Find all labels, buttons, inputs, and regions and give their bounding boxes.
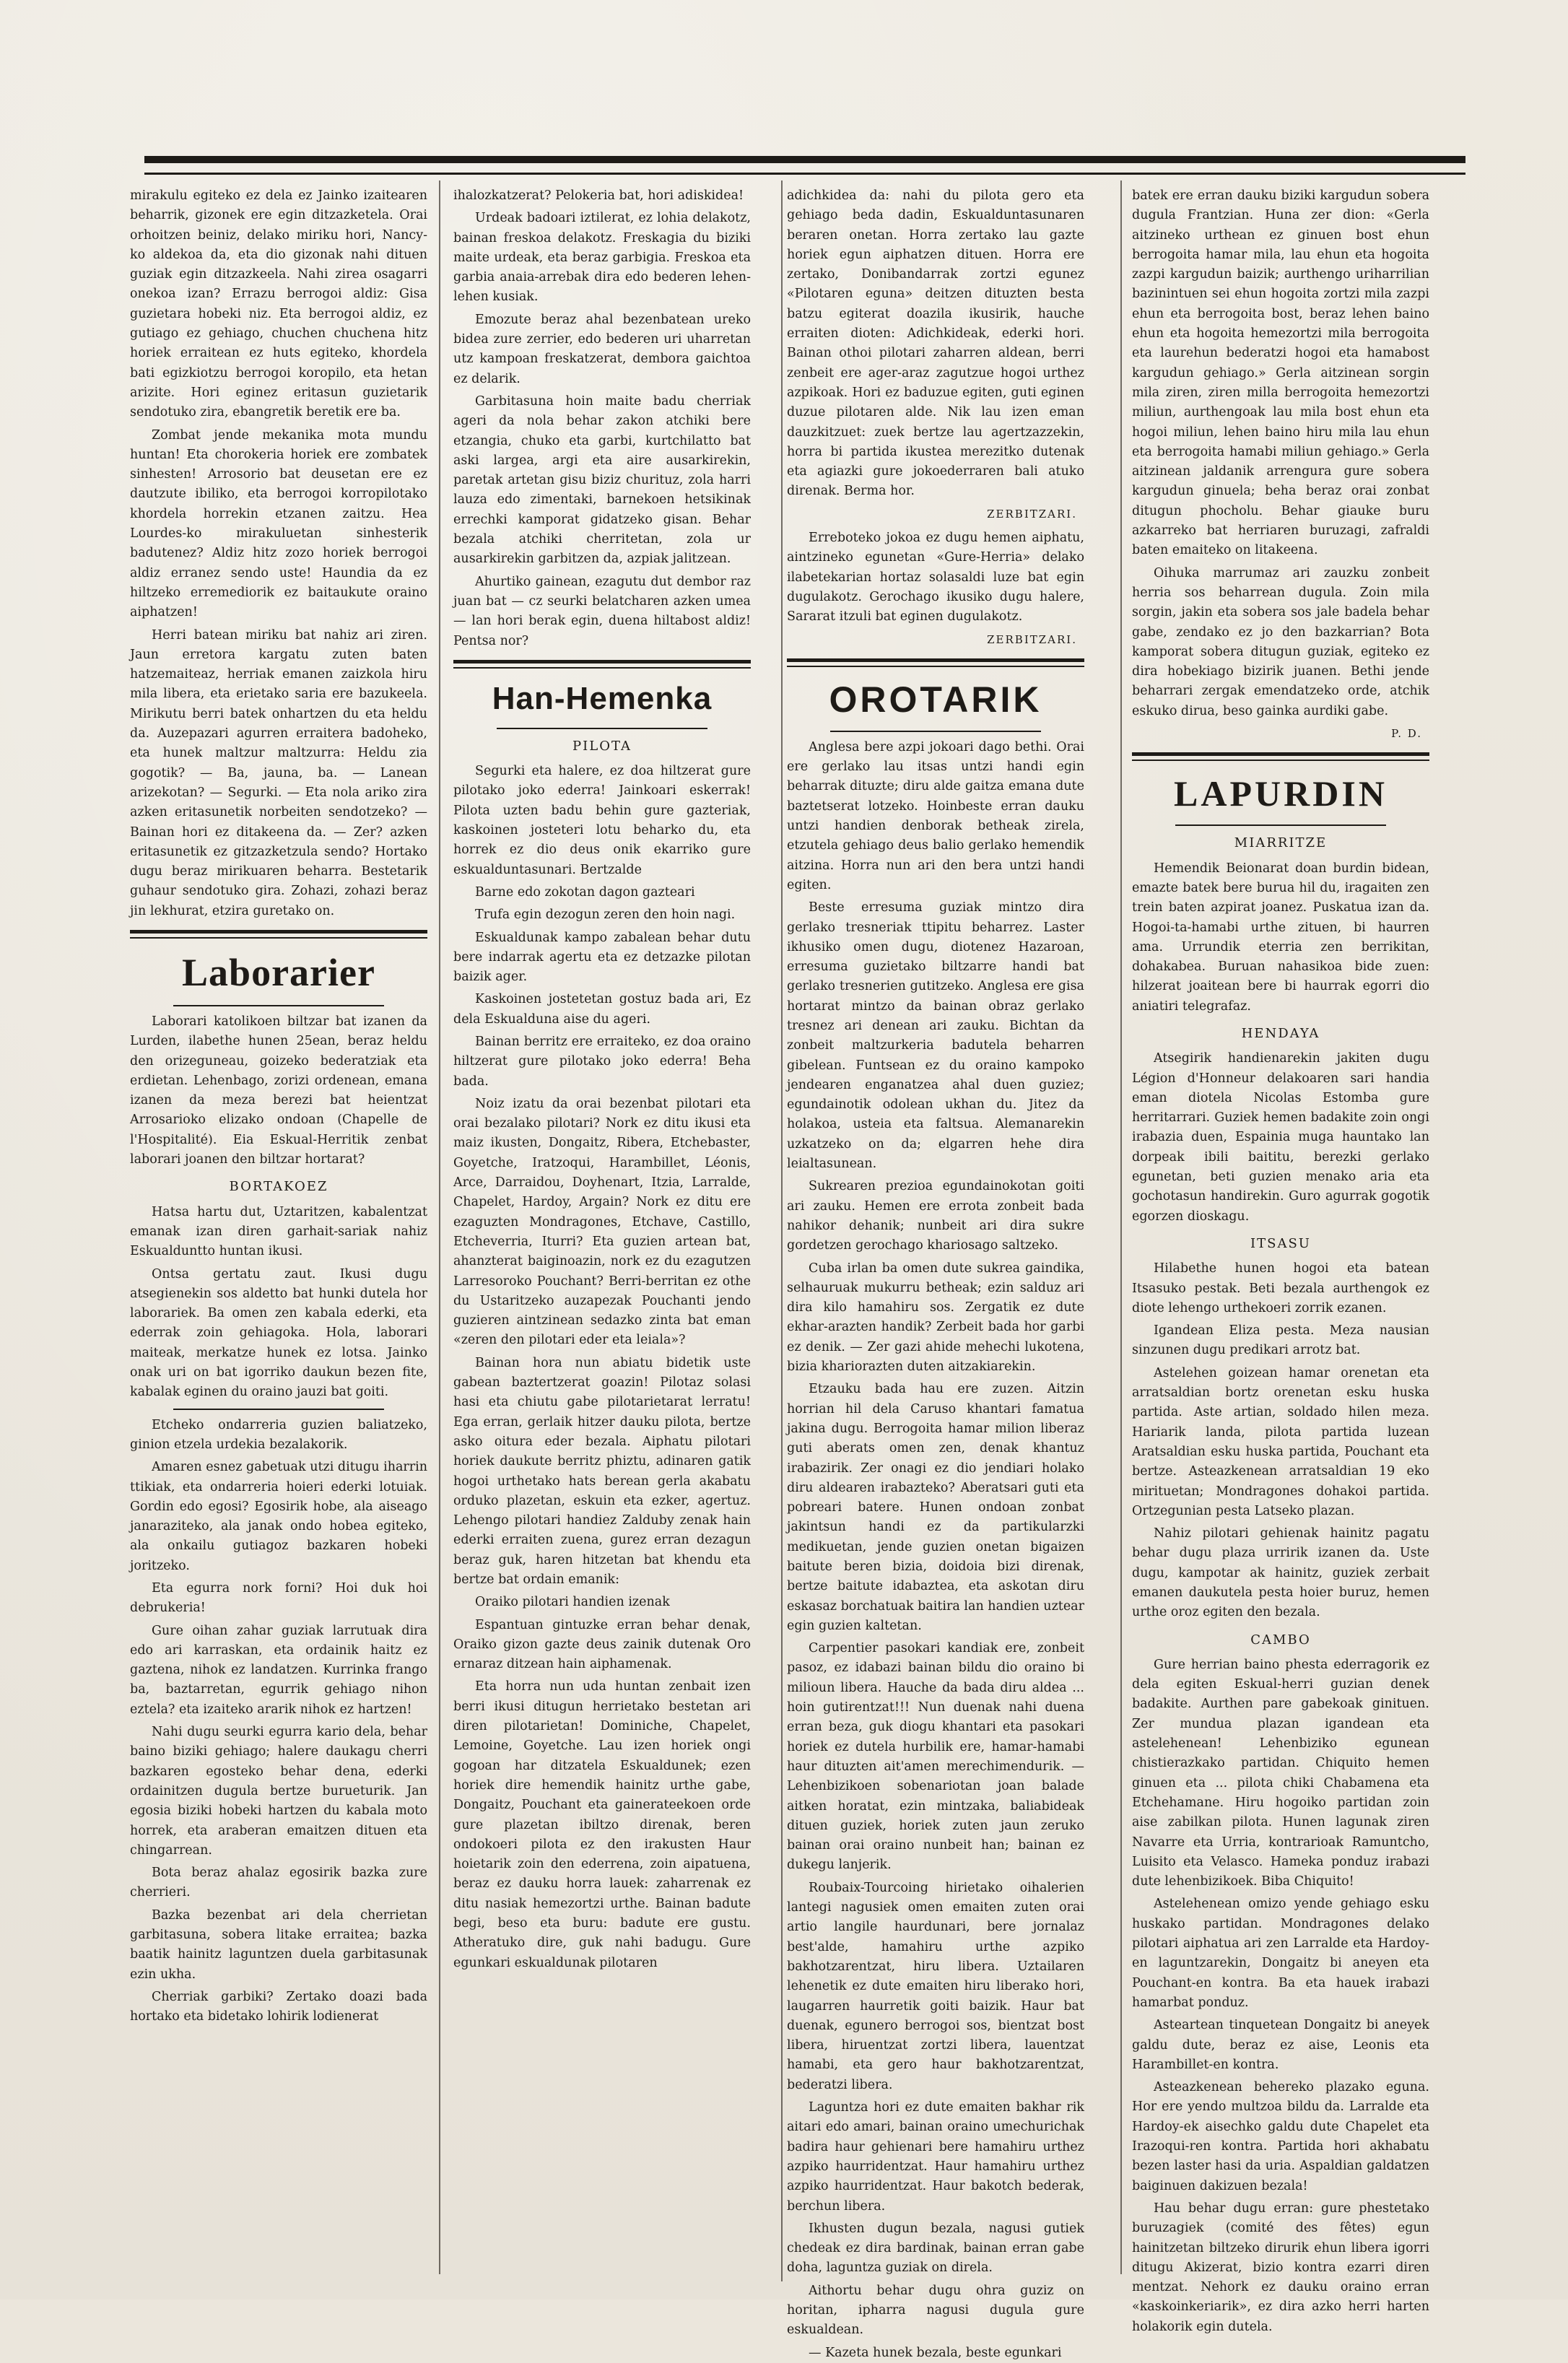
paragraph: Igandean Eliza pesta. Meza nausian sinzunen dugu predikari arrotz bat. bbox=[1132, 1323, 1429, 1358]
paragraph: Sukrearen prezioa egundainokotan goiti ari zauku. Hemen ere errota zonbeit bada nahikor dehanik; nunbeit ari dira sukre gordetzen gerochago khariosago saltzeko. bbox=[787, 1179, 1084, 1253]
paragraph: Ahurtiko gainean, ezagutu dut dembor raz juan bat — cz seurki belatcharen azken umea — lan hori berak egin, duena hiltabost aldiz! Pentsa nor? bbox=[453, 574, 751, 648]
paragraph: Carpentier pasokari kandiak ere, zonbeit pasoz, ez idabazi bainan bildu dio oraino bi milioun libera. Hauche da bada diru aldea ... hoin gutirentzat!!! Nun duenak nahi duena erran beza, guk diogu khantari eta pasokari horiek ez dutela hurbilik ere, hamar-hamabi haur dituzten ait'amen merechimendurik. — Lehenbizikoen sobenariotan joan balade aitken horatat, ezin mintzaka, baliabideak dituen guziek, horiek zuten jaun zeruko bainan orai oraino nunbeit han; bainan ez dukegu lanjerik. bbox=[787, 1641, 1084, 1873]
signature: ZERBITZARI. bbox=[987, 632, 1077, 646]
paragraph: ihalozkatzerat? Pelokeria bat, hori adiskidea! bbox=[453, 188, 744, 203]
paragraph: Beste erresuma guziak mintzo dira gerlako tresneriak ttipitu beharrez. Laster ikhusiko omen dugu, diotenez Hazaroan, erresuma guzietako biltzarre handi bat gerlako tresnerien gutitzeko. Anglesa ere gisa hortarat mintzo da bainan obraz gerlako tresnez ari denean ari zauku. Bichtan da zonbeit maltzurkeria badutela beharren gibelean. Funtsean ez du oraino kampoko jendearen enganatzea ahal duen guziez; egundainotik odolean ukhan du. Jitez da holakoa, usteia eta faltsua. Alemanarekin uzkatzeko on da; elgarren hehe dira leialtasunean. bbox=[787, 900, 1084, 1172]
title-underline bbox=[830, 731, 1041, 732]
column-4 bbox=[1132, 186, 1429, 2334]
column-1 bbox=[130, 186, 427, 2273]
section-rule bbox=[453, 660, 751, 669]
paragraph: Eta egurra nork forni? Hoi duk hoi debrukeria! bbox=[130, 1581, 427, 1616]
paragraph: Herri batean miriku bat nahiz ari ziren. Jaun erretora kargatu zuten baten hatzemaiteaz, herriak emanen zaizkola hiru mila libera, eta erietako saria ere bazukeela. Mirikutu berri batek onhartzen du eta heldu da. Auzepazari agurren erraitera badoheko, eta hunek maltzur maltzurra: Heldu zia gogotik? — Ba, jauna, ba. — Lanean arizekotan? — Segurki. — Eta nola ariko zira azken eritasunetik norbeiten sendotzeko? — Bainan hori ez ditakeena da. — Zer? azken eritasunetik ez gitzazketzula sendo? Hortako dugu beraz mirikuaren beharra. Bestetarik guhaur sendotuko gira. Zohazi, zohazi beraz jin lekhurat, etzira guretako on. bbox=[130, 627, 427, 918]
paragraph: — Kazeta hunek bezala, beste egunkari bbox=[809, 2345, 1062, 2360]
paragraph: Hatsa hartu dut, Uztaritzen, kabalentzat emanak izan diren garhait-sariak nahiz Eskualduntto huntan ikusi. bbox=[130, 1204, 427, 1259]
top-double-rule bbox=[144, 156, 1465, 175]
paragraph: Gure oihan zahar guziak larrutuak dira edo ari karraskan, eta ordainik haitz ez gaztena, nihok ez landatzen. Kurrinka frango ba, baztarretan, egurrik gehiago nihon eztela? eta izaiteko ararik nihok ez hartzen! bbox=[130, 1623, 427, 1717]
section-title-lapurdin: LAPURDIN bbox=[1174, 773, 1388, 814]
paragraph: Nahi dugu seurki egurra kario dela, behar baino biziki gehiago; halere daukagu cherri bazkaren egosteko behar dena, ederki ordainitzen dugula bertze burueturik. Jan egosia biziki hobeki hartzen du kabala moto horrek, eta araberan emaitzen dituen eta chingarrean. bbox=[130, 1725, 427, 1858]
subheading-miarritze: MIARRITZE bbox=[1234, 835, 1328, 851]
paragraph: Astelehen goizean hamar orenetan eta arratsaldian bortz orenetan esku huska partida. Aste artian, soldado hilen meza. Hariarik landa, pilota partida luzean Aratsaldian esku huska partida, Pouchant eta bertze. Asteazkenean arratsaldian 19 eko mirituetan; Mondragones dohakoi partida. Ortzegunian pesta Latseko plazan. bbox=[1132, 1365, 1429, 1518]
verse-line: Kaskoinen jostetetan gostuz bada ari, Ez dela Eskualduna aise du ageri. bbox=[453, 992, 751, 1027]
paragraph: Eta horra nun uda huntan zenbait izen berri ikusi ditugun herrietako bestetan ari diren pilotarietan! Dominiche, Chapelet, Lemoine, Goyetche. Lau izen horiek ongi gogoan har ditzatela Eskualdunek; ezen horiek dire hemendik hainitz urthe gabe, Dongaitz, Pouchant eta gainerateekoen orde gure plazetan ibiltzo direnak, beren ondokoeri pilota ez den irakusten Haur hoietarik zoin den ederrena, zoin aipatuena, beraz ez dauku horra lauek: zaharrenak ez ditu nasiak hemezortzi urthe. Bainan badute begi, beso eta buru: badute ere gustu. Atheratuko dire, guk nahi badugu. Gure egunkari eskualdunak pilotaren bbox=[453, 1679, 751, 1970]
column-2 bbox=[453, 186, 751, 2280]
subheading-pilota: PILOTA bbox=[572, 738, 632, 754]
section-title-laborarier: Laborarier bbox=[182, 950, 375, 994]
verse-line: Barne edo zokotan dagon gazteari bbox=[475, 884, 695, 900]
subheading-hendaya: HENDAYA bbox=[1241, 1025, 1320, 1041]
paragraph: Laguntza hori ez dute emaiten bakhar rik aitari edo amari, bainan oraino umechurichak badira haur gehienari bere hamahiru urthez azpiko haurridentzat. Haur hamahiru urthez azpiko haurridentzat. Haur bakotch bederak, berchun libera. bbox=[787, 2100, 1084, 2214]
paragraph: Erreboteko jokoa ez dugu hemen aiphatu, aintzineko egunetan «Gure-Herria» delako ilabetekarian hortaz solasaldi luze bat egin dugulakotz. Gerochago ikusiko dugu halere, Sararat itzuli bat eginen dugulakotz. bbox=[787, 531, 1084, 625]
paragraph: Nahiz pilotari gehienak hainitz pagatu behar dugu plaza urririk izanen da. Uste dugu, kampotar ak hainitz, guziek zerbait emanen daukutela pesta hoier buruz, hemen urthe oroz egiten den bezala. bbox=[1132, 1526, 1429, 1620]
paragraph: Cuba irlan ba omen dute sukrea gaindika, selhauruak mukurru betheak; ezin salduz ari dira kilo hamahiru sos. Zergatik ez dute ekhar-arazten handik? Zerbeit bada hor garbi ez denik. — Zer gazi ahide mehechi lukotena, bizia khariorazten duten aitzakiarekin. bbox=[787, 1261, 1084, 1375]
paragraph: Noiz izatu da orai bezenbat pilotari eta orai bezalako pilotari? Nork ez ditu ikusi eta maiz ikusten, Dongaitz, Ribera, Etchebaster, Goyetche, Iratzoqui, Harambillet, Léonis, Arce, Darraidou, Doyhenart, Itzia, Larralde, Chapelet, Hardoy, Argain? Nork ez ditu ere ezaguzten Mondragones, Etchave, Castillo, Etcheverria, Iturri? Eta guzien artean bat, ahanzterat baiginoazin, nork ez du ezagutzen Larresoroko Pouchant? Berri-berritan ez othe du Ustaritzeko auzapezak Pouchanti jendo guzieren aintzinean sedazko zinta bat eman «zeren den pilotari eder eta leiala»? bbox=[453, 1096, 751, 1348]
section-title-orotarik: OROTARIK bbox=[829, 679, 1042, 720]
paragraph: Asteartean tinquetean Dongaitz bi aneyek galdu dute, beraz ez aise, Leonis eta Harambillet-en kontra. bbox=[1132, 2018, 1429, 2072]
paragraph: Gure herrian baino phesta ederragorik ez dela egiten Eskual-herri guzian denek badakite. Aurthen pare gabekoak ginituen. Zer mundua plazan igandean eta astelehenean! Lehenbiziko egunean chistierazkako partidan. Chiquito hemen ginuen eta ... pilota chiki Chabamena eta Etchehamane. Hiru hogoiko partidan zoin aise zabilkan pilota. Hunen lagunak ziren Navarre eta Urria, kontrarioak Ramuntcho, Luisito eta Velasco. Hameka ponduz irabazi dute lehenbizikoek. Biba Chiquito! bbox=[1132, 1657, 1429, 1889]
paragraph: Cherriak garbiki? Zertako doazi bada hortako eta bidetako lohirik lodienerat bbox=[130, 1989, 427, 2024]
paragraph: Laborari katolikoen biltzar bat izanen da Lurden, ilabethe hunen 25ean, beraz heldu den orizeguneau, goizeko bederatziak eta erdietan. Lehenbago, zorizi ordenean, emana izanen da meza berezi bat heientzat Arrosarioko elizako ondoan (Chapelle de l'Hospitalité). Eia Eskual-Herritik zenbat laborari joanen den biltzar hortarat? bbox=[130, 1014, 427, 1167]
paragraph: Hilabethe hunen hogoi eta batean Itsasuko pestak. Beti bezala aurthengok ez diote lehengo urthekoeri zorrik ezanen. bbox=[1132, 1261, 1429, 1315]
paragraph: Anglesa bere azpi jokoari dago bethi. Orai ere gerlako lau itsas untzi handi egin beharrak dituzte; diru alde gaitza emana dute baztetserat lotzeko. Hoinbeste erran dauku untzi handien denborak betheak zirela, etzutela gehiago deus balio gerlako hemendik aitzina. Horra nun ari den bera untzi handi egiten. bbox=[787, 739, 1084, 892]
subheading-cambo: CAMBO bbox=[1250, 1632, 1311, 1648]
subheading-bortakoez: BORTAKOEZ bbox=[229, 1179, 328, 1195]
column-divider bbox=[439, 180, 440, 2274]
paragraph: Roubaix-Tourcoing hirietako oihalerien lantegi nagusiek omen emaiten zuten orai artio langile haurdunari, bere jornalaz best'alde, hamahiru urthe azpiko bakhotzarentzat, hiru libera. Uztailaren lehenetik ez dute emaiten hiru liberako hori, laugarren haurretik goiti baizik. Haur bat duenak, egunero berrogoi sos, bientzat bost libera, hiruentzat zortzi libera, lauentzat hamabi, eta gero haur bakhotzarentzat, bederatzi libera. bbox=[787, 1880, 1084, 2092]
verse-line: Oraiko pilotari handien izenak bbox=[475, 1595, 670, 1610]
section-rule bbox=[130, 930, 427, 939]
section-rule bbox=[787, 658, 1084, 667]
paragraph: Emozute beraz ahal bezenbatean ureko bidea zure zerrier, edo bederen uri uharretan utz kampoan freskatzerat, dembora gaichtoa ez delarik. bbox=[453, 312, 751, 386]
signature: ZERBITZARI. bbox=[987, 507, 1077, 521]
paragraph: Zombat jende mekanika mota mundu huntan! Eta chorokeria horiek ere zombatek sinhesten! Arrosorio bat deusetan ere ez dautzute ibiliko, eta berrogoi korropilotako khordela horrekin etzanen zaitzu. Hea Lourdes-ko mirakuluetan sinhesterik badutenez? Aldiz hitz zozo horiek berrogoi aldiz erranez sendo uste! Haundia da ez hiltzeko erremediorik ez baitaukute oraino aiphatzen! bbox=[130, 427, 427, 620]
verse-line: Espantuan gintuzke erran behar denak, Oraiko gizon gazte deus zainik dutenak Oro ernaraz ditzean hain aiphamenak. bbox=[453, 1617, 751, 1672]
column-divider bbox=[781, 180, 783, 2281]
subheading-itsasu: ITSASU bbox=[1250, 1235, 1311, 1251]
paragraph: Ikhusten dugun bezala, nagusi gutiek chedeak ez dira bardinak, bainan erran gabe doha, laguntza guziak on direla. bbox=[787, 2221, 1084, 2276]
paragraph: adichkidea da: nahi du pilota gero eta gehiago beda dadin, Eskualduntasunaren beraren onetan. Horra zertako lau gazte horiek egun aiphatzen dituen. Horra ere zertako, Donibandarrak zortzi egunez «Pilotaren eguna» deitzen dituzten besta batzu egiterat doazila ikusirik, hauche erraiten dioten: Adichkideak, ederki hori. Bainan othoi pilotari zaharren aldean, berri zenbeit ere ager-araz zagutzue hogoi urthez azpikoak. Hori ez baduzue egiten, guti eginen duzue pilotaren alde. Nik lau izen eman dauzkitzuet: zuek bertze lau agertzazzekin, horra bi partida ikustea merezitko dutenak eta agiazki gure jokoederraren bali atuko direnak. Berma hor. bbox=[787, 188, 1084, 499]
paragraph: Bota beraz ahalaz egosirik bazka zure cherrieri. bbox=[130, 1866, 427, 1900]
title-underline bbox=[1175, 824, 1386, 826]
paragraph: Bazka bezenbat ari dela cherrietan garbitasuna, sobera litake erraitea; bazka baatik hainitz laguntzen duela garbitasunak ezin ukha. bbox=[130, 1907, 427, 1982]
paragraph: Oihuka marrumaz ari zauzku zonbeit herria sos beharrean dugula. Zoin mila sorgin, jakin eta sobera sos jale badela behar gabe, zendako ez jo den bazkarrian? Bota kamporat sobera ditugun guziak, egiteko ez dira hobekiago bizirik juanen. Bethi jende beharrari zergak emendatzeko orde, atchik eskuko dirua, beso gainka aurdiki gabe. bbox=[1132, 565, 1429, 718]
column-3 bbox=[787, 186, 1084, 2360]
section-title-han-hemenka: Han-Hemenka bbox=[492, 680, 713, 716]
paragraph: Hemendik Beionarat doan burdin bidean, emazte batek bere burua hil du, iragaiten zen trein baten azpirat joanez. Puskatua izan da. Hogoi-ta-hamabi urthe zituen, bi haurren ama. Urrundik eterria zen berrikitan, dohakabea. Buruan nahasikoa bide zuen: hilzerat joaitean bere bi haurrak egorri dio aniatiri telegrafaz. bbox=[1132, 861, 1429, 1014]
paragraph: Atsegirik handienarekin jakiten dugu Légion d'Honneur delakoaren sari handia eman diotela Nicolas Estomba gure herritarrari. Guziek hemen badakite zoin ongi irabazia duen, Espainia muga hauntako lan dorpeak ibili baititu, berezki gerlako egunetan, beti guzien menako aria eta gochotasun handirekin. Guro agurrak gogotik egorzen dioskagu. bbox=[1132, 1051, 1429, 1224]
paragraph: Ontsa gertatu zaut. Ikusi dugu atsegienekin sos aldetto bat hunki dutela hor laborariek. Ba omen zen kabala ederki, eta ederrak zoin gehiagoka. Hola, laborari maiteak, merkatze hunek ez lotsa. Jainko onak uri on bat igorriko daukun bezen fite, kabalak eginen du oraino jauzi bat goiti. bbox=[130, 1266, 427, 1400]
signature: P. D. bbox=[1391, 727, 1422, 741]
paragraph: Etcheko ondarreria guzien baliatzeko, ginion etzela urdekia bezalakorik. bbox=[130, 1417, 427, 1452]
paragraph: Aithortu behar dugu ohra guziz on horitan, ipharra nagusi dugula gure eskualdean. bbox=[787, 2283, 1084, 2338]
paragraph: Bainan berritz ere erraiteko, ez doa oraino hiltzerat gure pilotako joko ederra! Beha bada. bbox=[453, 1034, 751, 1089]
paragraph: Segurki eta halere, ez doa hiltzerat gure pilotako joko ederra! Jainkoari eskerrak! Pilota uzten badu behin gure gazteriak, kaskoinen josteteri lotu beharko du, eta horrek ez dio deus onik ekarriko gure eskualduntasunari. Bertzalde bbox=[453, 764, 751, 877]
paragraph: Eskualdunak kampo zabalean behar dutu bere indarrak agertu eta ez detzazke pilotan baizik ager. bbox=[453, 930, 751, 985]
paragraph: Garbitasuna hoin maite badu cherriak ageri da nola behar zakon atchiki bere etzangia, chuko eta garbi, kurtchilatto bat aski largea, argi eta aire ausarkirekin, paretak artetan gisu biziz churituz, zola harri lauza edo zimentaki, barnekoen hetsikinak errechki kamporat gidatzeko gisan. Behar bezala atchiki cherritetan, zola ur ausarkirekin garbitzen da, azpiak jalitzean. bbox=[453, 393, 751, 567]
paragraph: Etzauku bada hau ere zuzen. Aitzin horrian hil dela Caruso khantari famatua jakina dugu. Berrogoita hamar milion liberaz guti aberats omen zen, denak khantuz irabazirik. Zer onagi ez dio jendiari holako diru aldearen irabazteko? Aberatsari guti eta pobreari batere. Hunen ondoan zonbat jakintsun handi ez da partikularzki medikuetan, jende guzien onetan bigaizen baitute beren bizia, doidoia bizi direnak, bertze baitute idabaztea, eta askotan diru eskasaz borchatuak baitira lan handien uztear egin guzien kaltetan. bbox=[787, 1382, 1084, 1633]
separator bbox=[173, 1409, 384, 1410]
title-underline bbox=[497, 728, 707, 729]
title-underline bbox=[173, 1005, 384, 1006]
section-rule bbox=[1132, 752, 1429, 761]
paragraph: Urdeak badoari iztilerat, ez lohia delakotz, bainan freskoa delakotz. Freskagia du biziki maite urdeak, eta beraz garbigia. Freskoa eta garbia anaia-arrebak dira edo bederen lehen-lehen kusiak. bbox=[453, 211, 751, 305]
paragraph: Asteazkenean behereko plazako eguna. Hor ere yendo multzoa bildu da. Larralde eta Hardoy-ek aisechko galdu dute Chapelet eta Irazoqui-ren kontra. Partida hori akhabatu bezen laster hasi da uria. Aspaldian galdatzen baiginuen dakizuen bezala! bbox=[1132, 2080, 1429, 2193]
verse-line: Trufa egin dezogun zeren den hoin nagi. bbox=[475, 908, 736, 923]
paragraph: Hau behar dugu erran: gure phestetako buruzagiek (comité des fêtes) egun hainitzetan biltzeko dirurik ehun libera igorri ditugu Akizerat, bizio kontra ezarri diren mentzat. Nehork ez dauku oraino erran «kaskoinkeriarik», ez dira azko herri harten holakorik egin dutela. bbox=[1132, 2201, 1429, 2334]
paragraph: Bainan hora nun abiatu bidetik uste gabean baztertzerat goazin! Pilotaz solasi hasi eta chiutu gabe pilotarietarat lerratu! Ega erran, gerlaik hitzer dauku pilota, bertze asko oitura eder bezala. Aiphatu pilotari horiek daukute berritz phiztu, adinaren gatik hogoi urthetako hats berean gerla akabatu orduko plazetan, eskuin eta ezker, agertuz. Lehengo pilotari handiez Zalduby zenak hain ederki erraiten zuena, gurez erran dezagun beraz guk, haren hitzetan bat khendu eta bertze bat ordain emanik: bbox=[453, 1355, 751, 1587]
paragraph: mirakulu egiteko ez dela ez Jainko izaitearen beharrik, gizonek ere egin ditzazketela. Orai orhoitzen beiniz, delako miriku hori, Nancy-ko aldekoa da, eta dio gizonak nahi dituen guziak egin ditzazkeela. Nahi zirea osagarri onekoa izan? Errazu berrogoi aldiz: Gisa guzietara hobeki niz. Eta berrogoi aldiz, ez gutiago ez gehiago, chuchen chuchena hitz horiek erraitean ez huts egiteko, khordela bati egizkiotzu berrogoi koropilo, eta hetan arizite. Hori eginez eritasun guzietarik sendotuko zira, ebangretik beretik ere ba. bbox=[130, 188, 427, 420]
paragraph: batek ere erran dauku biziki kargudun sobera dugula Frantzian. Huna zer dion: «Gerla aitzineko urthean ez ginuen bost ehun berrogoita hamar mila, lau ehun eta hogoita zazpi kargudun baizik; aurthengo uriharrilian bazinintuen sei ehun hogoita zortzi mila zazpi ehun eta berrogoita bost, beraz lehen baino ehun eta hogoita hemezortzi mila berrogoita eta laurehun bederatzi hogoi eta hamabost kargudun gehiago.» Gerla aitzinean sorgin mila ziren, ziren milla berrogoita hemezortzi miliun, aurthengoak lau mila bost ehun eta hogoi miliun, lehen baino hiru mila lau ehun eta berrogoita hamabi miliun gehiago.» Gerla aitzinean jaldanik arrengura gure sobera kargudun ginuela; beha beraz orai zonbat ditugun phocholu. Behar giauke buru azkarreko bat herriaren buruzagi, zafraldi baten emaiteko on litakeena. bbox=[1132, 188, 1429, 558]
paragraph: Astelehenean omizo yende gehiago esku huskako partidan. Mondragones delako pilotari aiphatua ari zen Larralde eta Hardoy-en laguntzarekin, Dongaitz bi aneyen eta Pouchant-en kontra. Ba eta hauek irabazi hamarbat ponduz. bbox=[1132, 1897, 1429, 2010]
column-divider bbox=[1120, 180, 1122, 2274]
paragraph: Amaren esnez gabetuak utzi ditugu iharrin ttikiak, eta ondarreria hoieri ederki lotuiak. Gordin edo egosi? Egosirik hobe, ala aiseago janaraziteko, ala janak ondo hobea egiteko, ala onkailu gutiagoz bazkaren hobeki joritzeko. bbox=[130, 1460, 427, 1573]
